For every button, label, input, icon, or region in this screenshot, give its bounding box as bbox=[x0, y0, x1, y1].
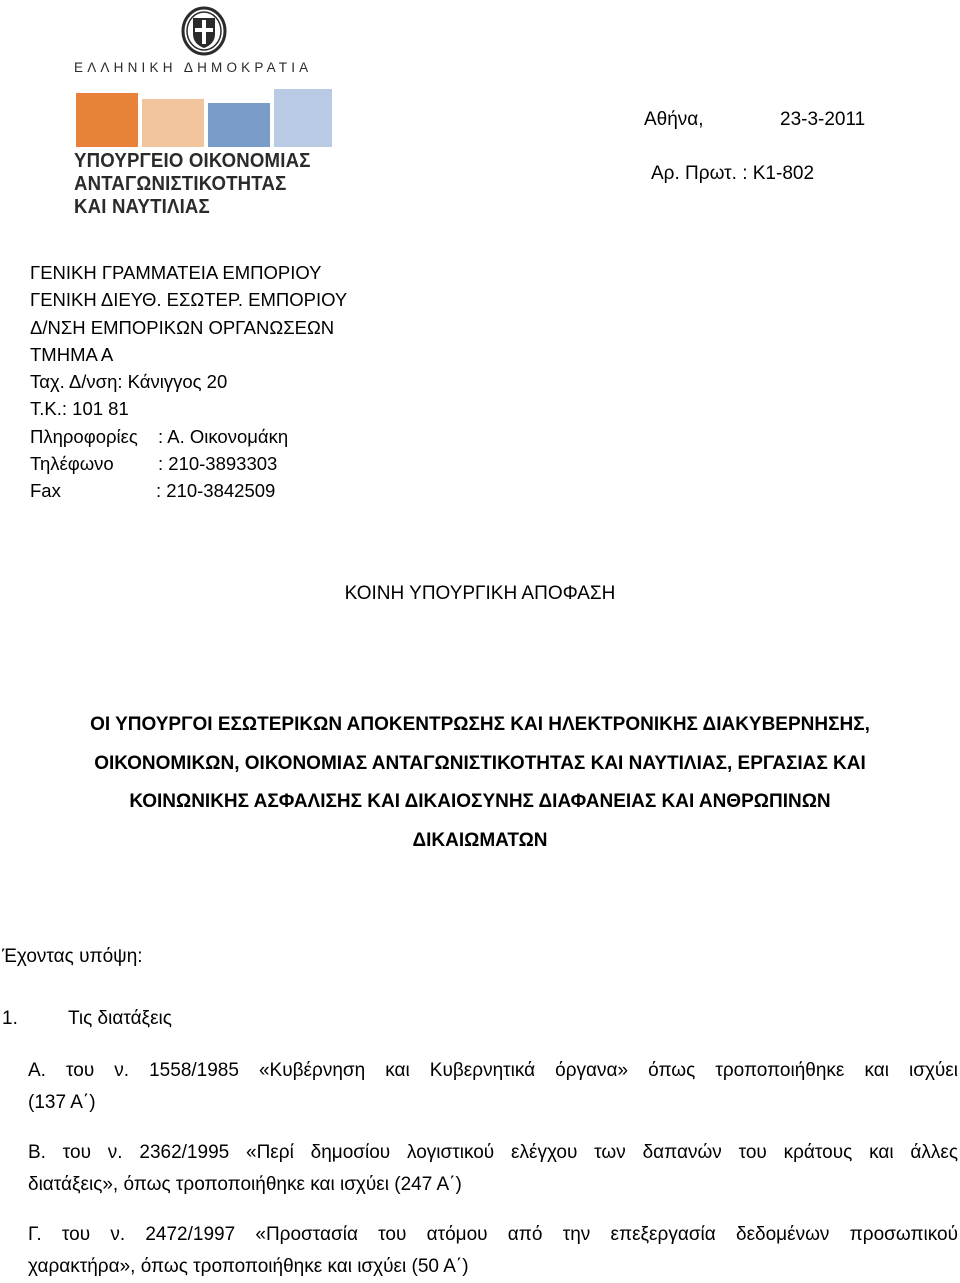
ministers-title bbox=[20, 706, 940, 860]
contact-label: Τηλέφωνο bbox=[30, 453, 114, 475]
list-text: Τις διατάξεις bbox=[68, 1008, 172, 1029]
law-line: Α. του ν. 1558/1985 «Κυβέρνηση και Κυβερνητικά όργανα» όπως τροποποιήθηκε και ισχύει bbox=[28, 1060, 958, 1081]
law-line: (137 Α΄) bbox=[28, 1092, 96, 1113]
law-paragraph bbox=[28, 1137, 958, 1201]
law-line: Β. του ν. 2362/1995 «Περί δημοσίου λογιστικού ελέγχου των δαπανών του κράτους και άλλες bbox=[28, 1142, 958, 1163]
sender-line: Δ/ΝΣΗ ΕΜΠΟΡΙΚΩΝ ΟΡΓΑΝΩΣΕΩΝ bbox=[30, 316, 335, 338]
ministry-logo-line: ΚΑΙ ΝΑΥΤΙΛΙΑΣ bbox=[74, 196, 210, 218]
contact-value: : 210-3893303 bbox=[158, 453, 278, 475]
law-line: διατάξεις», όπως τροποποιήθηκε και ισχύει (247 Α΄) bbox=[28, 1174, 462, 1195]
date-value: 23-3-2011 bbox=[780, 109, 866, 130]
coat-of-arms-icon bbox=[178, 4, 230, 56]
ministers-title-line: ΟΙ ΥΠΟΥΡΓΟΙ ΕΣΩΤΕΡΙΚΩΝ ΑΠΟΚΕΝΤΡΩΣΗΣ ΚΑΙ ΗΛΕΚΤΡΟΝΙΚΗΣ ΔΙΑΚΥΒΕΡΝΗΣΗΣ, bbox=[90, 714, 870, 735]
ministers-title-line: ΔΙΚΑΙΩΜΑΤΩΝ bbox=[412, 829, 548, 851]
contact-label: Fax bbox=[30, 480, 61, 502]
sender-line: ΓΕΝΙΚΗ ΔΙΕΥΘ. ΕΣΩΤΕΡ. ΕΜΠΟΡΙΟΥ bbox=[30, 289, 348, 311]
sender-line: ΓΕΝΙΚΗ ΓΡΑΜΜΑΤΕΙΑ ΕΜΠΟΡΙΟΥ bbox=[30, 262, 322, 283]
protocol-number: Αρ. Πρωτ. : Κ1-802 bbox=[651, 163, 815, 184]
law-paragraph bbox=[28, 1219, 958, 1283]
ministry-logo-bars bbox=[76, 89, 334, 147]
sender-line: ΤΜΗΜΑ Α bbox=[30, 343, 114, 365]
sender-line: Ταχ. Δ/νση: Κάνιγγος 20 bbox=[30, 371, 228, 393]
contact-label: Πληροφορίες bbox=[30, 425, 138, 447]
ministry-logo-line: ΥΠΟΥΡΓΕΙΟ ΟΙΚΟΝΟΜΙΑΣ bbox=[74, 150, 311, 172]
contact-value: : 210-3842509 bbox=[156, 480, 276, 502]
contact-value: : Α. Οικονομάκη bbox=[158, 425, 289, 447]
date-city: Αθήνα, bbox=[644, 109, 704, 130]
list-number: 1. bbox=[2, 1008, 18, 1029]
contact-fax bbox=[30, 477, 347, 504]
law-line: Γ. του ν. 2472/1997 «Προστασία του ατόμου από την επεξεργασία δεδομένων προσωπικού bbox=[28, 1224, 958, 1245]
sender-line: Τ.Κ.: 101 81 bbox=[30, 398, 129, 420]
law-line: χαρακτήρα», όπως τροποποιήθηκε και ισχύει (50 Α΄) bbox=[28, 1256, 469, 1277]
ministers-title-line: ΟΙΚΟΝΟΜΙΚΩΝ, ΟΙΚΟΝΟΜΙΑΣ ΑΝΤΑΓΩΝΙΣΤΙΚΟΤΗΤΑΣ ΚΑΙ ΝΑΥΤΙΛΙΑΣ, ΕΡΓΑΣΙΑΣ ΚΑΙ bbox=[94, 752, 866, 774]
republic-label: ΕΛΛΗΝΙΚΗ ΔΗΜΟΚΡΑΤΙΑ bbox=[74, 60, 313, 75]
considering-heading: Έχοντας υπόψη: bbox=[2, 946, 143, 967]
contact-phone bbox=[30, 450, 347, 477]
decision-title: ΚΟΙΝΗ ΥΠΟΥΡΓΙΚΗ ΑΠΟΦΑΣΗ bbox=[344, 583, 616, 604]
sender-block bbox=[30, 259, 347, 505]
ministry-logo-line: ΑΝΤΑΓΩΝΙΣΤΙΚΟΤΗΤΑΣ bbox=[74, 173, 287, 195]
ministers-title-line: ΚΟΙΝΩΝΙΚΗΣ ΑΣΦΑΛΙΣΗΣ ΚΑΙ ΔΙΚΑΙΟΣΥΝΗΣ ΔΙΑΦΑΝΕΙΑΣ ΚΑΙ ΑΝΘΡΩΠΙΝΩΝ bbox=[129, 791, 831, 812]
law-paragraph bbox=[28, 1055, 958, 1119]
ministry-logo-text bbox=[74, 150, 311, 219]
contact-info bbox=[30, 423, 347, 450]
